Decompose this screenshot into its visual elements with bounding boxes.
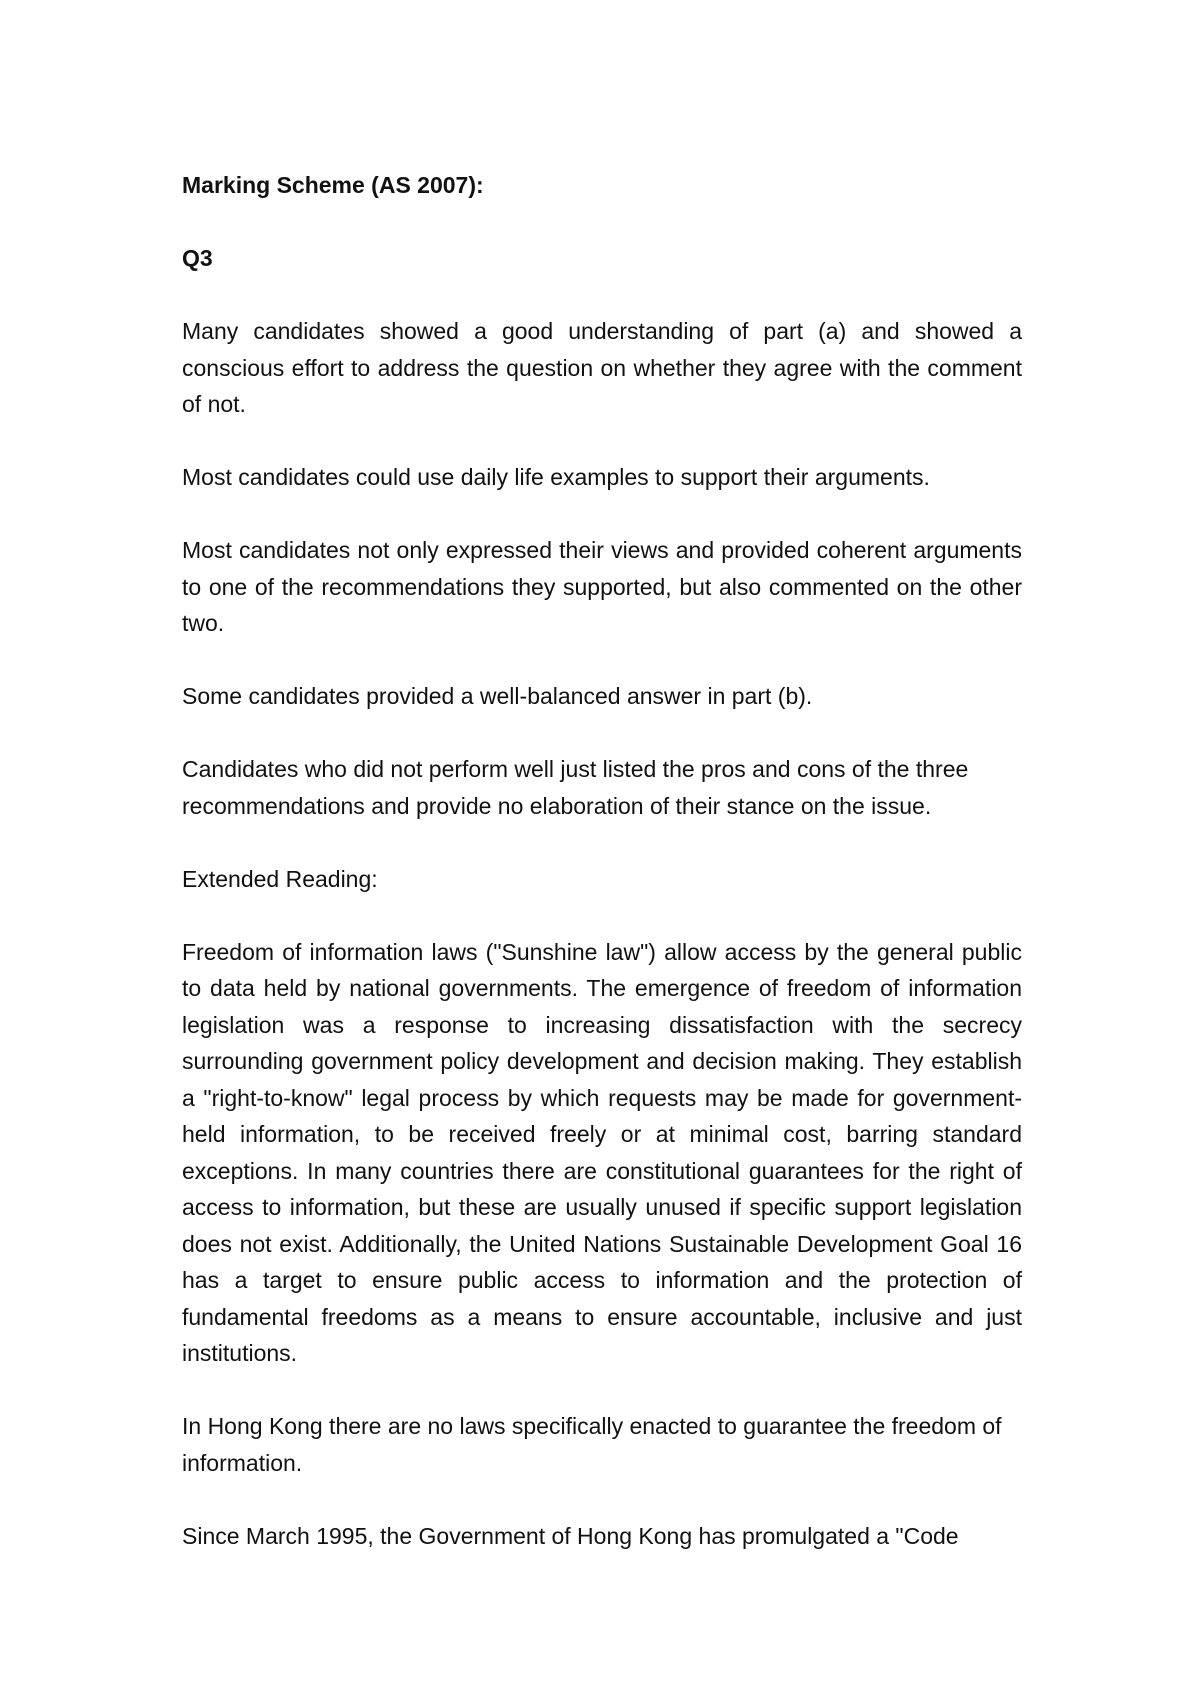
paragraph-hong-kong-laws: In Hong Kong there are no laws specifically enacted to guarantee the freedom of information.	[182, 1413, 1002, 1476]
document-heading: Marking Scheme (AS 2007):	[182, 172, 484, 198]
document-body	[182, 167, 1022, 1554]
paragraph-performance-overview: Many candidates showed a good understanding of part (a) and showed a conscious effort to address the question on whether they agree with the comment of not.	[182, 318, 1022, 417]
paragraph-well-balanced: Some candidates provided a well-balanced answer in part (b).	[182, 683, 813, 709]
question-label: Q3	[182, 245, 213, 271]
paragraph-weak-candidates: Candidates who did not perform well just listed the pros and cons of the three recommendations and provide no elaboration of their stance on the issue.	[182, 756, 969, 819]
paragraph-coherent-arguments: Most candidates not only expressed their views and provided coherent arguments to one of the recommendations they supported, but also commented on the other two.	[182, 537, 1022, 636]
paragraph-freedom-of-information: Freedom of information laws ("Sunshine law") allow access by the general public to data held by national governments. The emergence of freedom of information legislation was a response to increasing dissatisfaction with the secrecy surrounding government policy development and decision making. They establish a "right-to-know" legal process by which requests may be made for government-held information, to be received freely or at minimal cost, barring standard exceptions. In many countries there are constitutional guarantees for the right of access to information, but these are usually unused if specific support legislation does not exist. Additionally, the United Nations Sustainable Development Goal 16 has a target to ensure public access to information and the protection of fundamental freedoms as a means to ensure accountable, inclusive and just institutions.	[182, 938, 1022, 1366]
paragraph-code-on-access: Since March 1995, the Government of Hong Kong has promulgated a "Code	[182, 1522, 959, 1549]
paragraph-daily-life-examples: Most candidates could use daily life examples to support their arguments.	[182, 464, 930, 490]
extended-reading-label: Extended Reading:	[182, 865, 378, 892]
